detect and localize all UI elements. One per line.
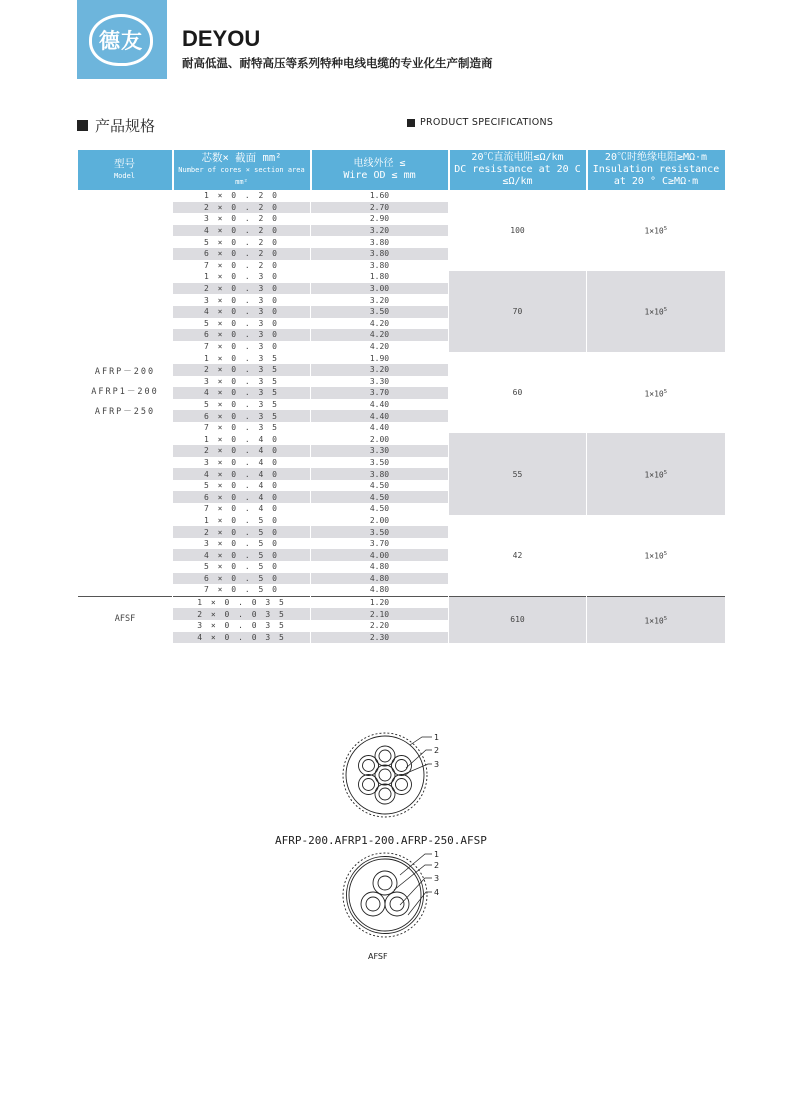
diagram1-label-2: 2 [434,746,440,755]
spec-table [77,150,725,643]
wire-od-cell: 4.40 [311,399,449,411]
logo [77,0,167,79]
wire-od-cell: 2.10 [311,608,449,620]
wire-od-cell: 4.80 [311,561,449,573]
table-row [78,596,725,608]
logo-text: 德友 [99,29,143,53]
wire-od-cell: 3.20 [311,294,449,306]
wire-od-cell: 3.30 [311,445,449,457]
core-circle [379,769,391,781]
cores-section-cell: 4 × 0 . 3 0 [173,306,311,318]
diagram1-caption: AFRP-200.AFRP1-200.AFRP-250.AFSP [275,834,487,847]
cores-section-cell: 2 × 0 . 3 5 [173,364,311,376]
cross-section-diagram-afsf [340,850,480,950]
cores-section-cell: 1 × 0 . 0 3 5 [173,596,311,608]
section-title-cn: 产品规格 [77,115,155,136]
wire-od-cell: 3.20 [311,364,449,376]
diagram2-label-3: 3 [434,874,440,883]
wire-od-cell: 3.00 [311,283,449,295]
cores-section-cell: 3 × 0 . 4 0 [173,457,311,469]
cores-section-cell: 4 × 0 . 5 0 [173,549,311,561]
dc-resistance-cell: 610 [449,596,587,643]
cores-section-cell: 7 × 0 . 2 0 [173,260,311,272]
cores-section-cell: 3 × 0 . 5 0 [173,538,311,550]
cross-section-diagram-7core [340,730,480,830]
cores-section-cell: 5 × 0 . 4 0 [173,480,311,492]
wire-od-cell: 4.50 [311,503,449,515]
dc-resistance-cell: 42 [449,515,587,597]
diagram1-label-1: 1 [434,733,440,742]
wire-od-cell: 2.00 [311,433,449,445]
cores-section-cell: 5 × 0 . 3 5 [173,399,311,411]
wire-od-cell: 4.20 [311,341,449,353]
core-circle [379,788,391,800]
core-circle [390,897,404,911]
header-dc-resistance: 20℃直流电阻≤Ω/km DC resistance at 20 C ≤Ω/km [449,150,587,190]
core-circle [361,892,385,916]
dc-resistance-cell: 60 [449,352,587,433]
cores-section-cell: 2 × 0 . 0 3 5 [173,608,311,620]
wire-od-cell: 4.50 [311,480,449,492]
wire-od-cell: 3.80 [311,236,449,248]
cores-section-cell: 2 × 0 . 3 0 [173,283,311,295]
core-circle [379,750,391,762]
cores-section-cell: 7 × 0 . 4 0 [173,503,311,515]
insulation-resistance-cell: $1\times 10^5$ [587,515,725,597]
cores-section-cell: 4 × 0 . 0 3 5 [173,632,311,644]
wire-od-cell: 3.50 [311,306,449,318]
table-row [78,271,725,283]
wire-od-cell: 3.80 [311,260,449,272]
cores-section-cell: 6 × 0 . 3 0 [173,329,311,341]
logo-badge [89,14,153,66]
wire-od-cell: 4.80 [311,584,449,596]
wire-od-cell: 1.80 [311,271,449,283]
wire-od-cell: 3.50 [311,526,449,538]
wire-od-cell: 4.20 [311,329,449,341]
section-title-en: PRODUCT SPECIFICATIONS [407,117,553,128]
table-row [78,515,725,527]
cores-section-cell: 7 × 0 . 3 5 [173,422,311,434]
wire-od-cell: 4.80 [311,573,449,585]
cores-section-cell: 2 × 0 . 2 0 [173,202,311,214]
dc-resistance-cell: 55 [449,433,587,514]
table-header-row [78,150,725,190]
insulation-resistance-cell: $1\times 10^5$ [587,271,725,352]
wire-od-cell: 1.20 [311,596,449,608]
wire-od-cell: 2.00 [311,515,449,527]
model-cell-afsf: AFSF [78,596,173,643]
square-bullet-icon [77,120,88,131]
header-od: 电线外径 ≤ Wire OD ≤ mm [311,150,449,190]
header-cores: 芯数× 截面 mm² Number of cores × section area mm² [173,150,311,190]
cores-section-cell: 4 × 0 . 3 5 [173,387,311,399]
wire-od-cell: 2.20 [311,620,449,632]
insulation-resistance-cell: $1\times 10^5$ [587,352,725,433]
cores-section-cell: 5 × 0 . 5 0 [173,561,311,573]
core-circle [378,876,392,890]
cores-section-cell: 6 × 0 . 2 0 [173,248,311,260]
core-circle [396,760,408,772]
cores-section-cell: 1 × 0 . 3 0 [173,271,311,283]
cores-section-cell: 4 × 0 . 2 0 [173,225,311,237]
table-row [78,352,725,364]
table-row [78,433,725,445]
diagram2-label-2: 2 [434,861,440,870]
diagram2-label-1: 1 [434,850,440,859]
model-name: AFRP－250 [94,407,156,418]
wire-od-cell: 3.80 [311,468,449,480]
wire-od-cell: 3.30 [311,376,449,388]
wire-od-cell: 4.40 [311,422,449,434]
diagram2-label-4: 4 [434,888,440,897]
cores-section-cell: 6 × 0 . 3 5 [173,410,311,422]
cores-section-cell: 5 × 0 . 3 0 [173,318,311,330]
wire-od-cell: 3.80 [311,248,449,260]
cores-section-cell: 3 × 0 . 3 5 [173,376,311,388]
wire-od-cell: 4.20 [311,318,449,330]
wire-od-cell: 4.00 [311,549,449,561]
dc-resistance-cell: 70 [449,271,587,352]
insulation-resistance-cell: $1\times 10^5$ [587,433,725,514]
model-name: AFRP－200 [94,367,156,378]
wire-od-cell: 4.50 [311,491,449,503]
wire-od-cell: 3.70 [311,387,449,399]
insulation-resistance-cell: $1\times 10^5$ [587,190,725,271]
core-circle [363,760,375,772]
cores-section-cell: 1 × 0 . 5 0 [173,515,311,527]
table-body [78,190,725,643]
wire-od-cell: 4.40 [311,410,449,422]
core-circle [392,775,412,795]
tagline: 耐高低温、耐特高压等系列特种电线电缆的专业化生产制造商 [182,56,493,70]
wire-od-cell: 1.90 [311,352,449,364]
cores-section-cell: 5 × 0 . 2 0 [173,236,311,248]
wire-od-cell: 3.50 [311,457,449,469]
wire-od-cell: 1.60 [311,190,449,202]
cores-section-cell: 3 × 0 . 0 3 5 [173,620,311,632]
core-circle [363,779,375,791]
cores-section-cell: 6 × 0 . 4 0 [173,491,311,503]
cores-section-cell: 4 × 0 . 4 0 [173,468,311,480]
cores-section-cell: 3 × 0 . 3 0 [173,294,311,306]
wire-od-cell: 3.70 [311,538,449,550]
cores-section-cell: 7 × 0 . 3 0 [173,341,311,353]
wire-od-cell: 3.20 [311,225,449,237]
wire-od-cell: 2.30 [311,632,449,644]
core-circle [366,897,380,911]
wire-od-cell: 2.90 [311,213,449,225]
core-circle [359,775,379,795]
insulation-resistance-cell: $1\times 10^5$ [587,596,725,643]
dc-resistance-cell: 100 [449,190,587,271]
header-model: 型号 Model [78,150,173,190]
cores-section-cell: 1 × 0 . 2 0 [173,190,311,202]
diagram1-label-3: 3 [434,760,440,769]
cores-section-cell: 1 × 0 . 3 5 [173,352,311,364]
model-name: AFRP1－200 [91,387,159,398]
cores-section-cell: 7 × 0 . 5 0 [173,584,311,596]
cores-section-cell: 2 × 0 . 5 0 [173,526,311,538]
core-circle [373,871,397,895]
square-bullet-icon [407,119,415,127]
core-circle [396,779,408,791]
brand-name: DEYOU [182,26,261,51]
cores-section-cell: 6 × 0 . 5 0 [173,573,311,585]
model-cell-afrp [78,190,173,596]
table-row [78,190,725,202]
cores-section-cell: 1 × 0 . 4 0 [173,433,311,445]
core-circle [385,892,409,916]
core-circle [359,756,379,776]
diagram2-caption: AFSF [368,952,388,961]
header-insulation: 20℃时绝缘电阻≥MΩ·m Insulation resistance at 20 ° C≥MΩ·m [587,150,725,190]
cores-section-cell: 3 × 0 . 2 0 [173,213,311,225]
cores-section-cell: 2 × 0 . 4 0 [173,445,311,457]
wire-od-cell: 2.70 [311,202,449,214]
